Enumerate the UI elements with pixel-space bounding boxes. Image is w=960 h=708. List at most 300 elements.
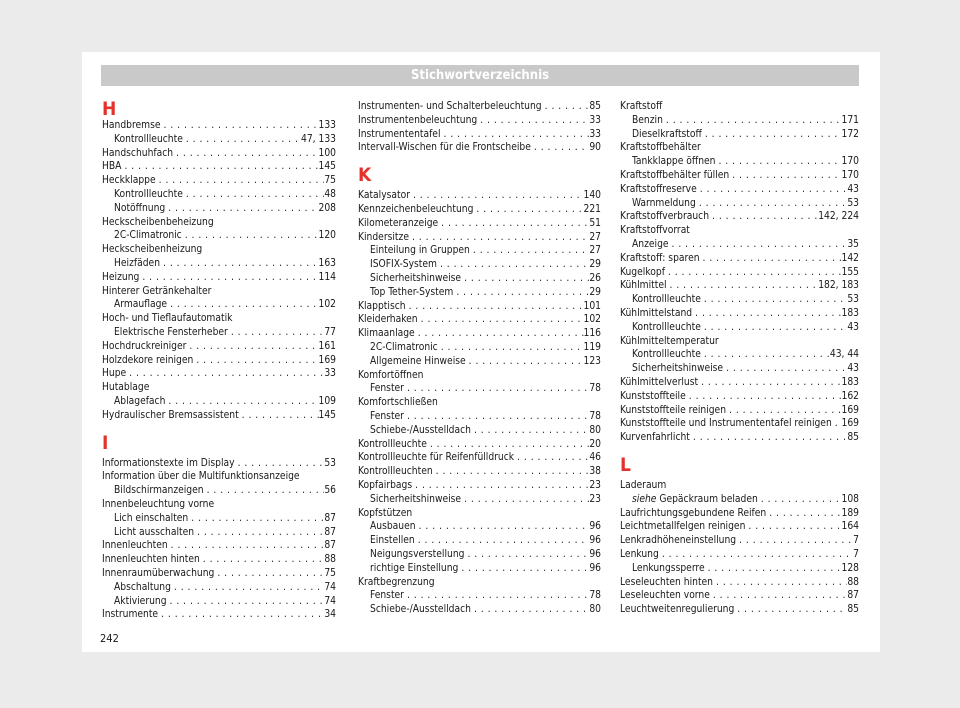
dot-leader xyxy=(167,298,318,312)
index-entry xyxy=(102,340,336,354)
index-entry xyxy=(620,431,859,445)
entry-label xyxy=(370,244,470,258)
dot-leader xyxy=(239,409,319,423)
entry-label xyxy=(370,424,471,438)
entry-text: Ausbauen xyxy=(370,521,416,533)
index-entry xyxy=(358,141,601,155)
dot-leader xyxy=(427,438,589,452)
dot-leader xyxy=(464,548,589,562)
dot-leader xyxy=(734,603,847,617)
entry-label xyxy=(114,257,160,271)
dot-leader xyxy=(461,493,589,507)
entry-text: Innenraumüberwachung xyxy=(102,567,215,579)
entry-label xyxy=(370,272,461,286)
index-entry xyxy=(620,252,859,266)
entry-text: Lenkung xyxy=(620,548,659,560)
entry-text: Warnmeldung xyxy=(632,197,696,209)
index-entry xyxy=(358,217,601,231)
page-reference: 53 xyxy=(847,294,859,306)
dot-leader xyxy=(214,567,324,581)
dot-leader xyxy=(466,355,584,369)
entry-text: Ablagefach xyxy=(114,395,166,407)
page-reference: 26 xyxy=(589,272,601,284)
index-entry xyxy=(620,548,859,562)
index-subentry xyxy=(358,244,601,258)
section-header: Stichwortverzeichnis xyxy=(101,65,859,86)
entry-label xyxy=(370,355,466,369)
page-reference: 35 xyxy=(847,238,859,250)
entry-label xyxy=(114,595,167,609)
dot-leader xyxy=(158,608,324,622)
index-heading: Hoch- und Tieflaufautomatik xyxy=(102,313,233,325)
entry-label xyxy=(370,341,438,355)
dot-leader xyxy=(710,589,847,603)
page-reference: 23 xyxy=(589,479,601,491)
index-subentry xyxy=(358,548,601,562)
entry-text: Intervall-Wischen für die Frontscheibe xyxy=(358,142,531,154)
entry-text: Einteilung in Gruppen xyxy=(370,245,470,257)
dot-leader xyxy=(416,520,590,534)
dot-leader xyxy=(696,197,848,211)
dot-leader xyxy=(470,244,589,258)
dot-leader xyxy=(736,534,853,548)
page-reference: 87 xyxy=(324,526,336,538)
entry-text: Hupe xyxy=(102,368,127,380)
index-heading: Heckscheibenheizung xyxy=(102,244,203,256)
dot-leader xyxy=(410,189,584,203)
entry-label xyxy=(358,479,412,493)
entry-label xyxy=(370,258,437,272)
entry-label xyxy=(620,376,698,390)
index-letter: L xyxy=(620,453,631,476)
index-subentry xyxy=(620,293,859,307)
page-reference: 183 xyxy=(841,376,859,388)
entry-text: 2C-Climatronic xyxy=(114,230,182,242)
index-entry xyxy=(358,313,601,327)
dot-leader xyxy=(832,417,842,431)
entry-text: Lenkradhöheneinstellung xyxy=(620,535,737,547)
dot-leader xyxy=(441,128,590,142)
entry-text: Schiebe-/Ausstelldach xyxy=(370,424,471,436)
dot-leader xyxy=(404,410,589,424)
entry-label xyxy=(632,155,715,169)
entry-label xyxy=(358,203,473,217)
page-reference: 145 xyxy=(318,161,336,173)
dot-leader xyxy=(701,293,847,307)
page-reference: 170 xyxy=(841,156,859,168)
entry-text: Instrumenten- und Schalterbeleuchtung xyxy=(358,101,542,112)
page-reference: 140 xyxy=(583,190,601,202)
entry-label xyxy=(620,390,686,404)
page-reference: 108 xyxy=(841,493,859,505)
dot-leader xyxy=(204,484,325,498)
entry-label xyxy=(102,608,158,622)
index-entry xyxy=(102,174,336,188)
page-reference: 88 xyxy=(847,576,859,588)
entry-text: Sicherheitshinweise xyxy=(632,363,724,375)
entry-label xyxy=(620,589,710,603)
dot-leader xyxy=(477,114,589,128)
entry-text: Anzeige xyxy=(632,238,669,250)
entry-label xyxy=(632,293,701,307)
page-reference: 96 xyxy=(589,535,601,547)
index-subentry xyxy=(358,272,601,286)
page-reference: 7 xyxy=(853,535,859,547)
entry-label xyxy=(358,465,433,479)
entry-text: Handbremse xyxy=(102,120,161,131)
dot-leader xyxy=(723,362,847,376)
index-column-1 xyxy=(102,100,336,622)
page-reference: 102 xyxy=(318,299,336,311)
dot-leader xyxy=(193,354,318,368)
index-entry xyxy=(620,307,859,321)
index-heading: Kraftstoff xyxy=(620,101,663,112)
index-subentry xyxy=(620,114,859,128)
entry-label xyxy=(620,404,726,418)
entry-label xyxy=(620,252,700,266)
page-reference: 7 xyxy=(853,548,859,560)
entry-text: Instrumente xyxy=(102,609,159,621)
index-entry xyxy=(358,479,601,493)
index-subentry xyxy=(102,133,336,147)
entry-label xyxy=(114,484,204,498)
page-reference: 38 xyxy=(589,466,601,478)
entry-text: Kontrollleuchte xyxy=(114,188,183,200)
index-subentry xyxy=(358,520,601,534)
page-reference: 85 xyxy=(847,432,859,444)
index-subentry xyxy=(620,321,859,335)
entry-text: Allgemeine Hinweise xyxy=(370,355,466,367)
entry-text: Armauflage xyxy=(114,299,168,311)
page-reference: 43 xyxy=(847,363,859,375)
entry-label xyxy=(370,589,404,603)
dot-leader xyxy=(726,404,841,418)
entry-label xyxy=(358,327,415,341)
entry-text: Kleiderhaken xyxy=(358,314,418,326)
page-reference: 145 xyxy=(318,409,336,421)
entry-label xyxy=(358,438,427,452)
entry-label xyxy=(620,279,667,293)
page-reference: 27 xyxy=(589,245,601,257)
dot-leader xyxy=(406,300,584,314)
dot-leader xyxy=(471,603,589,617)
page-reference: 142, 224 xyxy=(818,211,859,223)
entry-text: Kontrollleuchte xyxy=(114,133,183,145)
entry-label xyxy=(370,410,404,424)
index-entry xyxy=(620,520,859,534)
index-entry xyxy=(620,266,859,280)
page-reference: 29 xyxy=(589,259,601,271)
entry-text: Kunststoffteile und Instrumententafel reinigen xyxy=(620,418,832,430)
page-reference: 161 xyxy=(318,340,336,352)
index-entry xyxy=(620,169,859,183)
dot-leader xyxy=(686,390,842,404)
entry-label xyxy=(102,409,239,423)
index-entry xyxy=(358,100,601,114)
entry-text: Instrumententafel xyxy=(358,128,441,140)
entry-text: Einstellen xyxy=(370,535,415,547)
dot-leader xyxy=(139,271,318,285)
index-entry xyxy=(620,279,859,293)
entry-text: Kopfairbags xyxy=(358,479,413,491)
page-reference: 128 xyxy=(841,562,859,574)
index-heading: Innenbeleuchtung vorne xyxy=(102,498,215,510)
entry-text: HBA xyxy=(102,161,122,173)
index-subentry xyxy=(620,493,859,507)
entry-text: Fenster xyxy=(370,590,404,602)
dot-leader xyxy=(171,581,324,595)
dot-leader xyxy=(182,229,319,243)
dot-leader xyxy=(701,321,847,335)
page-reference: 96 xyxy=(589,548,601,560)
page-reference: 116 xyxy=(583,328,601,340)
page-reference: 53 xyxy=(324,457,336,469)
page-reference: 102 xyxy=(583,314,601,326)
index-subentry xyxy=(358,410,601,424)
entry-text: Neigungsverstellung xyxy=(370,548,465,560)
entry-label xyxy=(632,493,758,507)
page-reference: 90 xyxy=(589,142,601,154)
page-reference: 78 xyxy=(589,383,601,395)
index-column-3 xyxy=(620,100,859,617)
entry-text: Schiebe-/Ausstelldach xyxy=(370,604,471,616)
page-reference: 74 xyxy=(324,595,336,607)
dot-leader xyxy=(766,507,841,521)
entry-label xyxy=(620,307,692,321)
page-reference: 78 xyxy=(589,410,601,422)
index-subentry xyxy=(620,348,859,362)
dot-leader xyxy=(409,231,589,245)
entry-text: richtige Einstellung xyxy=(370,562,459,574)
page-reference: 114 xyxy=(318,271,336,283)
entry-label xyxy=(358,231,409,245)
dot-leader xyxy=(194,526,324,540)
index-subentry xyxy=(358,286,601,300)
dot-leader xyxy=(412,479,589,493)
entry-label xyxy=(620,431,690,445)
index-subentry xyxy=(620,155,859,169)
page-reference: 109 xyxy=(318,395,336,407)
index-subentry xyxy=(358,424,601,438)
page-reference: 172 xyxy=(841,128,859,140)
dot-leader xyxy=(690,431,847,445)
page-reference: 78 xyxy=(589,590,601,602)
entry-label xyxy=(370,548,464,562)
entry-label xyxy=(114,133,183,147)
index-entry xyxy=(620,417,859,431)
entry-text: Benzin xyxy=(632,114,663,126)
index-subentry xyxy=(102,484,336,498)
page-reference: 43 xyxy=(847,321,859,333)
page-reference: 96 xyxy=(589,562,601,574)
entry-label xyxy=(632,128,702,142)
index-subentry xyxy=(102,257,336,271)
entry-text: Lich einschalten xyxy=(114,512,189,524)
entry-text: Licht ausschalten xyxy=(114,526,195,538)
dot-leader xyxy=(404,382,589,396)
entry-label xyxy=(102,567,214,581)
entry-label xyxy=(370,562,458,576)
entry-label xyxy=(370,520,416,534)
entry-label xyxy=(632,321,701,335)
entry-label xyxy=(102,457,235,471)
entry-label xyxy=(620,548,659,562)
entry-label xyxy=(114,581,171,595)
dot-leader xyxy=(669,238,848,252)
page-reference: 133 xyxy=(318,120,336,131)
entry-text: 2C-Climatronic xyxy=(370,341,438,353)
index-heading: Laderaum xyxy=(620,479,667,491)
entry-label xyxy=(620,520,745,534)
index-subentry xyxy=(102,395,336,409)
entry-label xyxy=(620,534,736,548)
entry-label xyxy=(102,354,193,368)
index-subentry xyxy=(358,534,601,548)
index-entry xyxy=(358,327,601,341)
entry-label xyxy=(102,160,121,174)
index-heading: Komfortöffnen xyxy=(358,369,424,381)
page-reference: 27 xyxy=(589,231,601,243)
index-entry xyxy=(620,376,859,390)
dot-leader xyxy=(663,114,842,128)
dot-leader xyxy=(701,348,830,362)
entry-text: Kühlmittelverlust xyxy=(620,376,699,388)
dot-leader xyxy=(121,160,318,174)
entry-label xyxy=(114,395,165,409)
dot-leader xyxy=(715,155,841,169)
page-reference: 48 xyxy=(324,188,336,200)
dot-leader xyxy=(745,520,841,534)
index-heading: Kühlmitteltemperatur xyxy=(620,335,719,347)
entry-text: Leseleuchten hinten xyxy=(620,576,713,588)
page-reference: 51 xyxy=(589,217,601,229)
entry-text: Tankklappe öffnen xyxy=(632,156,716,168)
page-reference: 87 xyxy=(847,590,859,602)
page-reference: 23 xyxy=(589,493,601,505)
index-entry xyxy=(102,553,336,567)
index-subentry xyxy=(102,202,336,216)
entry-text: Hochdruckreiniger xyxy=(102,340,187,352)
index-letter: H xyxy=(102,98,117,120)
entry-label xyxy=(102,553,200,567)
index-subentry xyxy=(620,197,859,211)
entry-text: Kurvenfahrlicht xyxy=(620,432,690,444)
entry-label xyxy=(114,326,228,340)
dot-leader xyxy=(415,534,590,548)
index-entry xyxy=(102,409,336,423)
dot-leader xyxy=(437,258,589,272)
index-entry xyxy=(620,534,859,548)
index-entry xyxy=(620,507,859,521)
dot-leader xyxy=(404,589,589,603)
dot-leader xyxy=(473,203,583,217)
page-reference: 43, 44 xyxy=(829,349,859,361)
dot-leader xyxy=(168,539,325,553)
index-entry xyxy=(102,147,336,161)
dot-leader xyxy=(667,279,819,293)
index-subentry xyxy=(358,562,601,576)
entry-label xyxy=(102,539,168,553)
index-entry xyxy=(102,608,336,622)
page-reference: 77 xyxy=(324,326,336,338)
entry-label xyxy=(358,300,406,314)
index-entry xyxy=(358,438,601,452)
page-reference: 96 xyxy=(589,521,601,533)
dot-leader xyxy=(700,252,842,266)
index-subentry xyxy=(102,595,336,609)
dot-leader xyxy=(438,341,584,355)
entry-label xyxy=(620,603,734,617)
dot-leader xyxy=(126,367,324,381)
index-subentry xyxy=(358,589,601,603)
entry-label xyxy=(114,526,194,540)
entry-text: Kraftstoffreserve xyxy=(620,183,697,195)
entry-text: Bildschirmanzeigen xyxy=(114,485,204,497)
page-reference: 171 xyxy=(841,114,859,126)
dot-leader xyxy=(709,210,818,224)
index-entry xyxy=(102,354,336,368)
index-subentry xyxy=(620,562,859,576)
index-heading: Komfortschließen xyxy=(358,397,438,409)
index-column-2 xyxy=(358,100,601,617)
dot-leader xyxy=(458,562,589,576)
page-reference: 183 xyxy=(841,307,859,319)
index-entry xyxy=(358,189,601,203)
entry-label xyxy=(632,238,669,252)
entry-label xyxy=(620,169,729,183)
dot-leader xyxy=(438,217,589,231)
entry-text: Leichtmetallfelgen reinigen xyxy=(620,521,746,533)
index-heading: Hinterer Getränkehalter xyxy=(102,285,212,297)
dot-leader xyxy=(471,424,589,438)
dot-leader xyxy=(200,553,325,567)
index-entry xyxy=(620,603,859,617)
index-heading: Kraftbegrenzung xyxy=(358,576,435,588)
entry-text: Heckklappe xyxy=(102,175,156,187)
index-entry xyxy=(620,210,859,224)
index-subentry xyxy=(358,603,601,617)
index-heading: Kopfstützen xyxy=(358,507,413,519)
page-reference: 162 xyxy=(841,390,859,402)
index-subentry xyxy=(358,382,601,396)
entry-text: Kennzeichenbeleuchtung xyxy=(358,203,474,215)
index-heading: Kraftstoffbehälter xyxy=(620,142,701,154)
entry-label xyxy=(620,183,697,197)
index-subentry xyxy=(102,512,336,526)
page-reference: 169 xyxy=(841,404,859,416)
entry-label xyxy=(632,348,701,362)
entry-text: Sicherheitshinweise xyxy=(370,272,462,284)
entry-text: Kontrollleuchte xyxy=(358,438,427,450)
entry-text: Lenkungssperre xyxy=(632,562,705,574)
index-heading: Heckscheibenbeheizung xyxy=(102,216,214,228)
page-reference: 169 xyxy=(318,354,336,366)
entry-label xyxy=(370,382,404,396)
dot-leader xyxy=(514,451,589,465)
dot-leader xyxy=(433,465,590,479)
entry-label xyxy=(370,534,415,548)
index-letter: I xyxy=(102,431,109,454)
page-reference: 169 xyxy=(841,418,859,430)
index-entry xyxy=(358,128,601,142)
page-reference: 56 xyxy=(324,485,336,497)
page-reference: 34 xyxy=(324,609,336,621)
entry-label xyxy=(370,603,471,617)
entry-label xyxy=(102,367,126,381)
page-reference: 123 xyxy=(583,355,601,367)
dot-leader xyxy=(183,188,324,202)
index-entry xyxy=(620,183,859,197)
